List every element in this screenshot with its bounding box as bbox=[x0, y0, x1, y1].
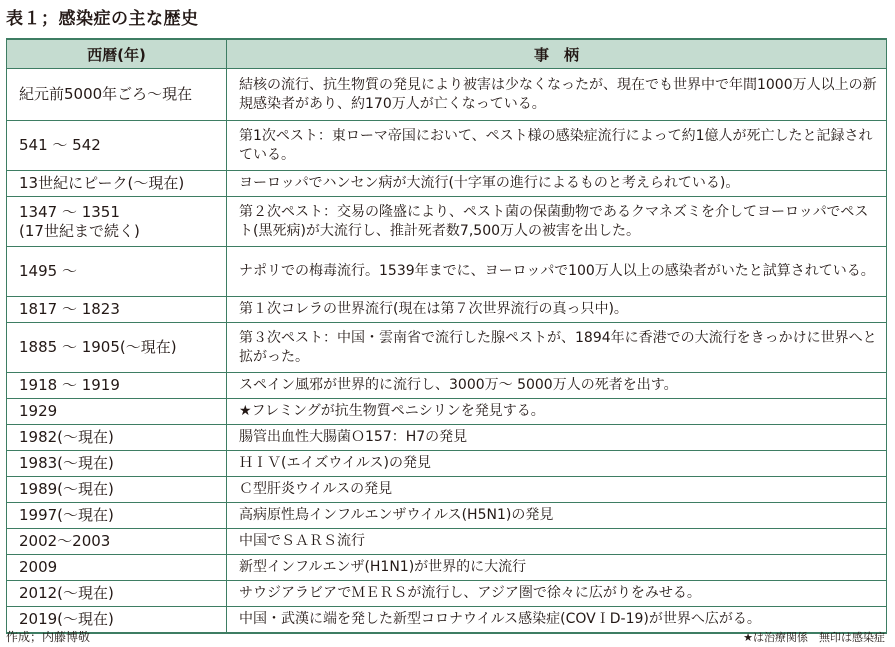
event-cell: 高病原性鳥インフルエンザウイルス(H5N1)の発見 bbox=[227, 503, 887, 529]
table-row bbox=[7, 503, 887, 529]
table-row bbox=[7, 121, 887, 171]
table-row bbox=[7, 555, 887, 581]
year-cell: 1817 〜 1823 bbox=[7, 297, 227, 323]
event-cell: 第３次ペスト：中国・雲南省で流行した腺ペストが、1894年に香港での大流行をきっかけに世界へと拡がった。 bbox=[227, 323, 887, 373]
year-cell: 1495 〜 bbox=[7, 247, 227, 297]
table-row bbox=[7, 323, 887, 373]
table-row bbox=[7, 247, 887, 297]
year-cell: 1989(〜現在) bbox=[7, 477, 227, 503]
table-row bbox=[7, 529, 887, 555]
event-cell: サウジアラビアでＭＥＲＳが流行し、アジア圏で徐々に広がりをみせる。 bbox=[227, 581, 887, 607]
author-credit: 作成；内藤博敬 bbox=[6, 630, 91, 644]
event-cell: 新型インフルエンザ(H1N1)が世界的に大流行 bbox=[227, 555, 887, 581]
event-cell: ナポリでの梅毒流行。1539年までに、ヨーロッパで100万人以上の感染者がいたと試算されている。 bbox=[227, 247, 887, 297]
event-cell: 第1次ペスト：東ローマ帝国において、ペスト様の感染症流行によって約1億人が死亡したと記録されている。 bbox=[227, 121, 887, 171]
year-cell: 1997(〜現在) bbox=[7, 503, 227, 529]
history-table bbox=[6, 38, 887, 634]
table-row bbox=[7, 477, 887, 503]
year-cell: 2002〜2003 bbox=[7, 529, 227, 555]
table-row bbox=[7, 425, 887, 451]
year-cell: 13世紀にピーク(〜現在) bbox=[7, 171, 227, 197]
column-header-year: 西暦(年) bbox=[7, 39, 227, 69]
event-cell: ★フレミングが抗生物質ペニシリンを発見する。 bbox=[227, 399, 887, 425]
legend-note: ★は治療関係 無印は感染症 bbox=[743, 631, 885, 644]
table-header-row bbox=[7, 39, 887, 69]
year-cell: 541 〜 542 bbox=[7, 121, 227, 171]
year-cell: 2012(〜現在) bbox=[7, 581, 227, 607]
table-row bbox=[7, 297, 887, 323]
table-title: 表１；感染症の主な歴史 bbox=[6, 9, 199, 29]
column-header-event: 事 柄 bbox=[227, 39, 887, 69]
event-cell: 腸管出血性大腸菌Ｏ157：H7の発見 bbox=[227, 425, 887, 451]
event-cell: 中国・武漢に端を発した新型コロナウイルス感染症(COVＩD-19)が世界へ広がる。 bbox=[227, 607, 887, 633]
year-cell: 2019(〜現在) bbox=[7, 607, 227, 633]
table-row bbox=[7, 69, 887, 121]
event-cell: ＨＩＶ(エイズウイルス)の発見 bbox=[227, 451, 887, 477]
year-cell: 1983(〜現在) bbox=[7, 451, 227, 477]
event-cell: 中国でＳＡＲＳ流行 bbox=[227, 529, 887, 555]
year-cell: 1347 〜 1351 (17世紀まで続く) bbox=[7, 197, 227, 247]
year-cell: 1885 〜 1905(〜現在) bbox=[7, 323, 227, 373]
table-row bbox=[7, 197, 887, 247]
year-cell: 2009 bbox=[7, 555, 227, 581]
event-cell: 第２次ペスト：交易の隆盛により、ペスト菌の保菌動物であるクマネズミを介してヨーロッパでペスト(黒死病)が大流行し、推計死者数7,500万人の被害を出した。 bbox=[227, 197, 887, 247]
table-row bbox=[7, 451, 887, 477]
event-cell: 結核の流行、抗生物質の発見により被害は少なくなったが、現在でも世界中で年間1000万人以上の新規感染者があり、約170万人が亡くなっている。 bbox=[227, 69, 887, 121]
year-cell: 1929 bbox=[7, 399, 227, 425]
table-row bbox=[7, 373, 887, 399]
year-cell: 紀元前5000年ごろ〜現在 bbox=[7, 69, 227, 121]
year-cell: 1982(〜現在) bbox=[7, 425, 227, 451]
event-cell: ヨーロッパでハンセン病が大流行(十字軍の進行によるものと考えられている)。 bbox=[227, 171, 887, 197]
table-row bbox=[7, 581, 887, 607]
event-cell: Ｃ型肝炎ウイルスの発見 bbox=[227, 477, 887, 503]
year-cell: 1918 〜 1919 bbox=[7, 373, 227, 399]
event-cell: 第１次コレラの世界流行(現在は第７次世界流行の真っ只中)。 bbox=[227, 297, 887, 323]
event-cell: スペイン風邪が世界的に流行し、3000万〜 5000万人の死者を出す。 bbox=[227, 373, 887, 399]
table-row bbox=[7, 171, 887, 197]
table-row bbox=[7, 399, 887, 425]
